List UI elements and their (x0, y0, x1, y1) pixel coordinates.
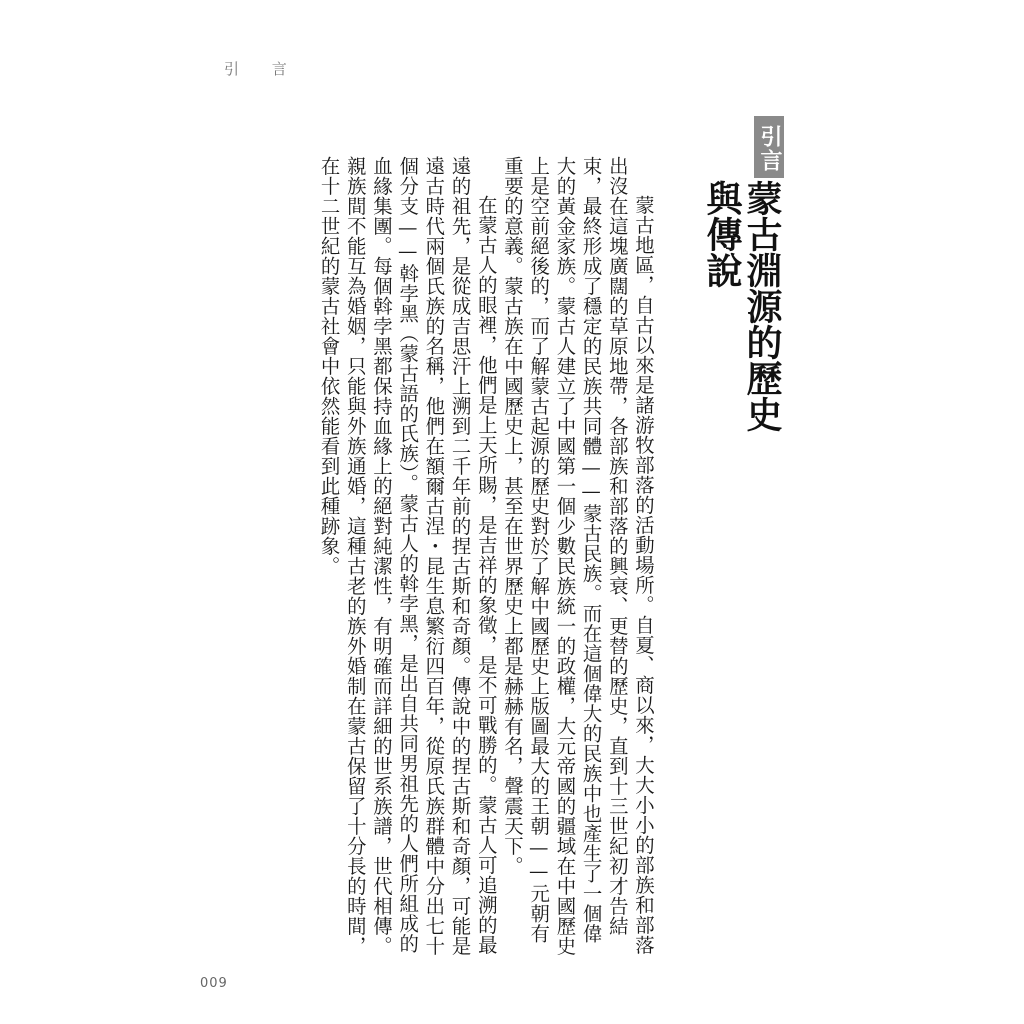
paragraph-2: 在蒙古人的眼裡，他們是上天所賜，是吉祥的象徵，是不可戰勝的。蒙古人可追溯的最遠的祖先，是從成吉思汗上溯到二千年前的捏古斯和奇顏。傳說中的捏古斯和奇顏，可能是遠古時代兩個氏族的名稱，他們在額爾古涅・昆生息繁衍四百年，從原氏族群體中分出七十個分支——斡孛黑（蒙古語的氏族）。蒙古人的斡孛黑，是出自共同男祖先的人們所組成的血緣集團。每個斡孛黑都保持血緣上的絕對純潔性，有明確而詳細的世系族譜，世代相傳。親族間不能互為婚姻，只能與外族通婚，這種古老的族外婚制在蒙古保留了十分長的時間，在十二世紀的蒙古社會中依然能看到此種跡象。 (317, 156, 498, 956)
running-header: 引 言 (224, 60, 301, 78)
paragraph-1: 蒙古地區，自古以來是諸游牧部落的活動場所。自夏、商以來，大大小小的部族和部落出沒在這塊廣闊的草原地帶，各部族和部落的興衰、更替的歷史，直到十三世紀初才告結束，最終形成了穩定的民族共同體——蒙古民族。而在這個偉大的民族中也產生了一個偉大的黃金家族。蒙古人建立了中國第一個少數民族統一的政權，大元帝國的疆域在中國歷史上是空前絕後的，而了解蒙古起源的歷史對於了解中國歷史上版圖最大的王朝——元朝有重要的意義。蒙古族在中國歷史上，甚至在世界歷史上都是赫赫有名，聲震天下。 (500, 156, 655, 956)
body-text (236, 156, 656, 956)
chapter-tag: 引言 (754, 116, 784, 178)
page-number: 009 (200, 976, 228, 991)
chapter-title: 蒙古淵源的歷史與傳說 (701, 180, 783, 432)
